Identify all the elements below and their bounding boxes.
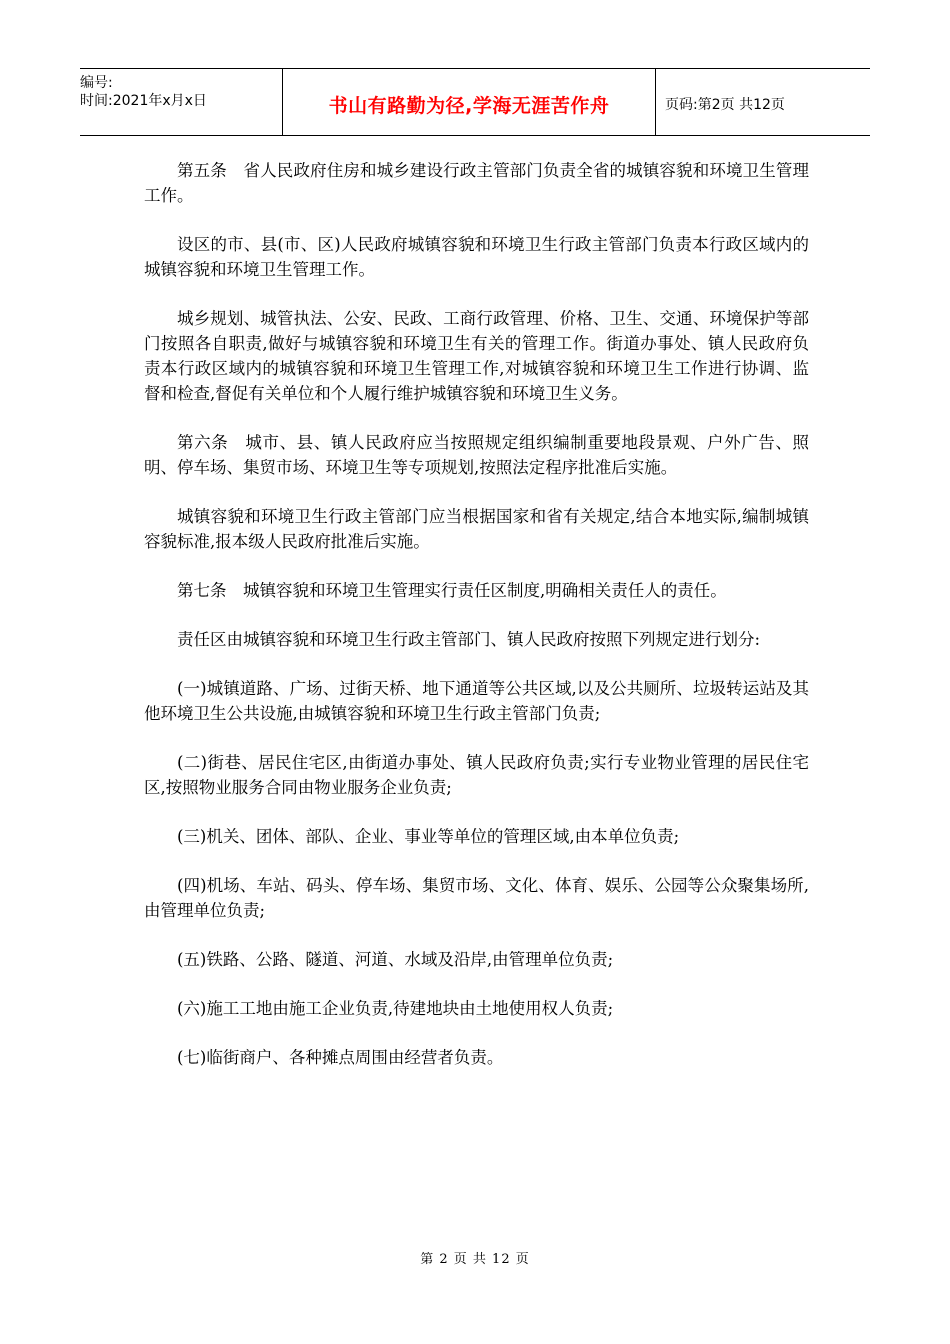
header-motto: 书山有路勤为径,学海无涯苦作舟 xyxy=(328,94,610,117)
page-footer: 第 2 页 共 12 页 xyxy=(420,1252,530,1267)
article-7-paragraph: 第七条 城镇容貌和环境卫生管理实行责任区制度,明确相关责任人的责任。 xyxy=(177,581,727,600)
header-meta xyxy=(80,69,282,135)
standards-paragraph: 城镇容貌和环境卫生行政主管部门应当根据国家和省有关规定,结合本地实际,编制城镇容貌标准,报本级人民政府批准后实施。 xyxy=(144,507,809,551)
list-item: (五)铁路、公路、隧道、河道、水域及沿岸,由管理单位负责; xyxy=(177,950,614,969)
departments-responsibility-paragraph: 城乡规划、城管执法、公安、民政、工商行政管理、价格、卫生、交通、环境保护等部门按照各自职责,做好与城镇容貌和环境卫生有关的管理工作。街道办事处、镇人民政府负责本行政区域内的城镇容貌和环境卫生管理工作,对城镇容貌和环境卫生工作进行协调、监督和检查,督促有关单位和个人履行维护城镇容貌和环境卫生义务。 xyxy=(144,309,809,403)
zone-division-paragraph: 责任区由城镇容貌和环境卫生行政主管部门、镇人民政府按照下列规定进行划分: xyxy=(177,630,761,649)
list-item: (二)街巷、居民住宅区,由街道办事处、镇人民政府负责;实行专业物业管理的居民住宅区,按照物业服务合同由物业服务企业负责; xyxy=(144,753,809,797)
list-item: (一)城镇道路、广场、过街天桥、地下通道等公共区域,以及公共厕所、垃圾转运站及其他环境卫生公共设施,由城镇容貌和环境卫生行政主管部门负责; xyxy=(144,679,809,723)
list-item: (七)临街商户、各种摊点周围由经营者负责。 xyxy=(177,1048,504,1067)
header-page-info: 页码:第2页 共12页 xyxy=(665,97,785,113)
document-time-label: 时间:2021年x月x日 xyxy=(80,93,207,109)
header-motto-cell xyxy=(282,69,656,135)
article-6-paragraph: 第六条 城市、县、镇人民政府应当按照规定组织编制重要地段景观、户外广告、照明、停车场、集贸市场、环境卫生等专项规划,按照法定程序批准后实施。 xyxy=(144,433,809,477)
header-page-info-cell xyxy=(656,69,870,135)
list-item: (六)施工工地由施工企业负责,待建地块由土地使用权人负责; xyxy=(177,999,614,1018)
document-body xyxy=(144,158,809,1094)
document-number-label: 编号: xyxy=(80,75,113,91)
list-item: (三)机关、团体、部队、企业、事业等单位的管理区域,由本单位负责; xyxy=(177,827,680,846)
article-5-paragraph: 第五条 省人民政府住房和城乡建设行政主管部门负责全省的城镇容貌和环境卫生管理工作。 xyxy=(144,161,809,205)
list-item: (四)机场、车站、码头、停车场、集贸市场、文化、体育、娱乐、公园等公众聚集场所,由管理单位负责; xyxy=(144,876,809,920)
page-header xyxy=(80,68,870,136)
district-responsibility-paragraph: 设区的市、县(市、区)人民政府城镇容貌和环境卫生行政主管部门负责本行政区域内的城镇容貌和环境卫生管理工作。 xyxy=(144,235,809,279)
